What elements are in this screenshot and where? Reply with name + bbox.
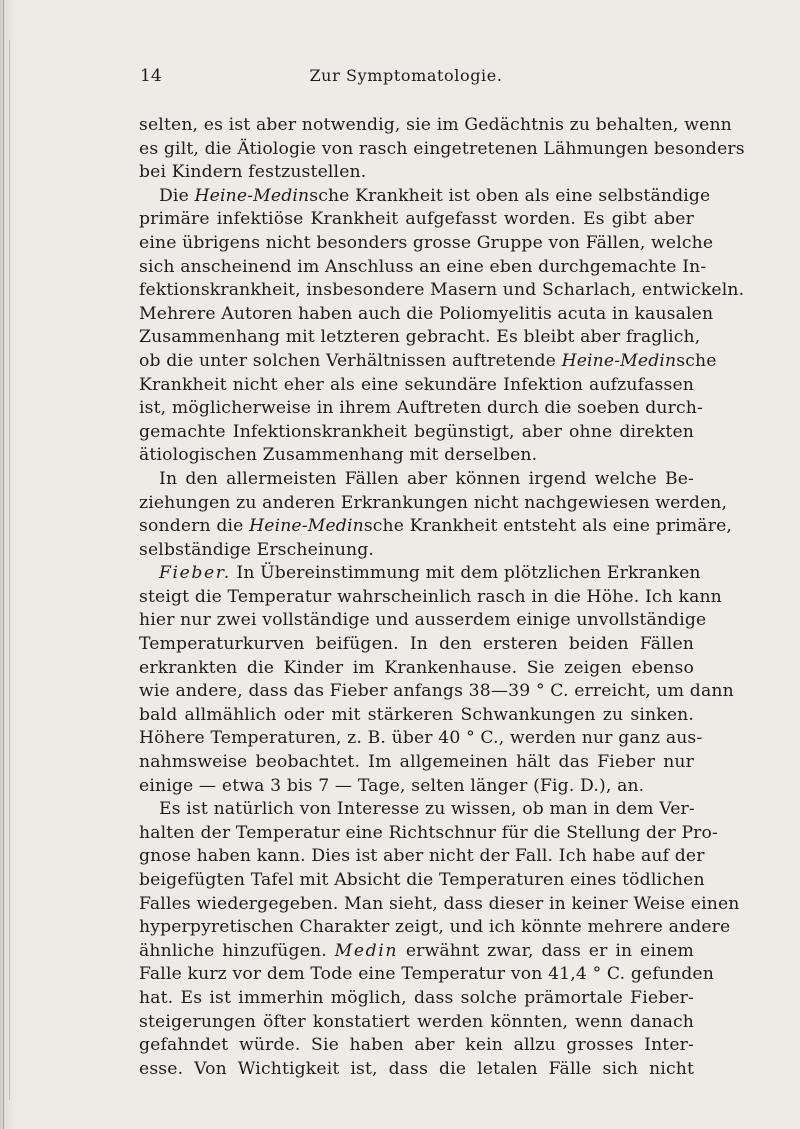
text-line <box>139 727 703 751</box>
line-text: primäre infektiöse Krankheit aufgefasst worden. Es gibt aber <box>139 209 694 230</box>
line-text: ist, möglicherweise in ihrem Auftreten durch die soeben durch- <box>139 398 703 419</box>
line-text: bald allmählich oder mit stärkeren Schwankungen zu sinken. <box>139 704 694 725</box>
text-line <box>139 963 714 987</box>
italic-name: Fieber. <box>159 563 231 584</box>
line-text: steigerungen öfter konstatiert werden könnten, wenn danach <box>139 1011 694 1032</box>
line-text: sich anscheinend im Anschluss an eine eben durchgemachte In- <box>139 256 707 277</box>
line-text: sche Krankheit ist oben als eine selbständige <box>309 185 711 206</box>
text-line <box>139 1034 694 1058</box>
line-text: hyperpyretischen Charakter zeigt, und ich könnte mehrere andere <box>139 917 731 938</box>
text-line <box>139 845 705 869</box>
line-text: gefahndet würde. Sie haben aber kein allzu grosses Inter- <box>139 1035 694 1056</box>
line-text: Die <box>159 185 195 206</box>
text-line <box>139 468 694 492</box>
line-text: steigt die Temperatur wahrscheinlich rasch in die Höhe. Ich kann <box>139 586 722 607</box>
text-line <box>139 940 694 964</box>
line-text: In Übereinstimmung mit dem plötzlichen Erkranken <box>230 563 701 584</box>
text-line <box>139 539 694 563</box>
text-line <box>139 657 694 681</box>
text-line <box>139 208 694 232</box>
running-head: Zur Symptomatologie. <box>309 66 503 85</box>
page-header <box>112 66 700 92</box>
text-line <box>139 586 722 610</box>
line-text: sondern die <box>139 516 250 537</box>
line-text: fektionskrankheit, insbesondere Masern und Scharlach, entwickeln. <box>139 280 745 301</box>
line-text: sche Krankheit entsteht als eine primäre, <box>363 516 733 537</box>
line-text: selten, es ist aber notwendig, sie im Gedächtnis zu behalten, wenn <box>139 115 732 135</box>
text-line <box>139 232 714 256</box>
text-line <box>139 326 701 350</box>
line-text: hier nur zwei vollständige und ausserdem einige unvollständige <box>139 610 707 631</box>
text-line <box>139 444 694 468</box>
text-line <box>139 633 694 657</box>
text-line <box>139 114 732 138</box>
page-number: 14 <box>140 66 162 86</box>
text-line <box>139 161 694 185</box>
text-line <box>139 704 694 728</box>
text-line <box>139 987 694 1011</box>
line-text: Falles wiedergegeben. Man sieht, dass dieser in keiner Weise einen <box>139 893 740 914</box>
line-text: selbständige Erscheinung. <box>139 539 375 560</box>
line-text: eine übrigens nicht besonders grosse Gruppe von Fällen, welche <box>139 232 714 253</box>
line-text: hat. Es ist immerhin möglich, dass solche prämortale Fieber- <box>139 987 694 1008</box>
line-text: esse. Von Wichtigkeit ist, dass die letalen Fälle sich nicht <box>139 1058 694 1079</box>
line-text: Mehrere Autoren haben auch die Poliomyelitis acuta in kausalen <box>139 303 714 324</box>
book-gutter <box>0 0 16 1129</box>
text-line <box>139 492 728 516</box>
line-text: einige — etwa 3 bis 7 — Tage, selten länger (Fig. D.), an. <box>139 775 645 796</box>
text-line <box>139 185 711 209</box>
line-text: ähnliche hinzufügen. <box>139 940 335 961</box>
text-line <box>139 751 694 775</box>
text-line <box>139 775 694 799</box>
text-line <box>139 893 740 917</box>
line-text: es gilt, die Ätiologie von rasch eingetretenen Lähmungen besonders <box>139 138 745 159</box>
text-line <box>139 279 745 303</box>
text-line <box>139 822 719 846</box>
line-text: erwähnt zwar, dass er in einem <box>398 940 694 961</box>
line-text: gnose haben kann. Dies ist aber nicht der Fall. Ich habe auf der <box>139 846 705 867</box>
line-text: nahmsweise beobachtet. Im allgemeinen hält das Fieber nur <box>139 752 694 773</box>
line-text: ziehungen zu anderen Erkrankungen nicht nachgewiesen werden, <box>139 492 728 513</box>
body-text <box>139 114 745 1081</box>
line-text: sche <box>676 350 717 371</box>
italic-name: Medin <box>334 940 398 961</box>
line-text: In den allermeisten Fällen aber können irgend welche Be- <box>159 468 694 489</box>
text-line <box>139 562 701 586</box>
text-line <box>139 798 694 822</box>
italic-name: Heine-Medin <box>249 516 364 537</box>
line-text: gemachte Infektionskrankheit begünstigt, aber ohne direkten <box>139 421 694 442</box>
text-line <box>139 138 745 162</box>
line-text: ätiologischen Zusammenhang mit derselben. <box>139 445 538 466</box>
text-line <box>139 350 717 374</box>
line-text: beigefügten Tafel mit Absicht die Temperaturen eines tödlichen <box>139 870 705 890</box>
text-line <box>139 421 694 445</box>
line-text: ob die unter solchen Verhältnissen auftretende <box>139 350 562 371</box>
italic-name: Heine-Medin <box>561 350 677 371</box>
line-text: Falle kurz vor dem Tode eine Temperatur von 41,4 ° C. gefunden <box>139 964 714 985</box>
text-line <box>139 256 707 280</box>
text-line <box>139 303 714 327</box>
text-line <box>139 1011 694 1035</box>
text-line <box>139 374 694 398</box>
line-text: Zusammenhang mit letzteren gebracht. Es bleibt aber fraglich, <box>139 327 701 348</box>
line-text: Es ist natürlich von Interesse zu wissen, ob man in dem Ver- <box>159 799 695 820</box>
text-line <box>139 916 731 940</box>
line-text: Temperaturkurven beifügen. In den ersteren beiden Fällen <box>139 634 694 655</box>
line-text: bei Kindern festzustellen. <box>139 162 367 183</box>
line-text: erkrankten die Kinder im Krankenhause. Sie zeigen ebenso <box>139 657 694 678</box>
text-line <box>139 869 705 893</box>
text-line <box>139 609 707 633</box>
line-text: halten der Temperatur eine Richtschnur für die Stellung der Pro- <box>139 822 719 843</box>
text-line <box>139 397 703 421</box>
text-line <box>139 515 733 539</box>
text-line <box>139 680 734 704</box>
line-text: Höhere Temperaturen, z. B. über 40 ° C., werden nur ganz aus- <box>139 728 703 749</box>
text-line <box>139 1058 694 1082</box>
italic-name: Heine-Medin <box>194 185 310 206</box>
line-text: wie andere, dass das Fieber anfangs 38—39 ° C. erreicht, um dann <box>139 681 734 702</box>
line-text: Krankheit nicht eher als eine sekundäre Infektion aufzufassen <box>139 374 694 395</box>
